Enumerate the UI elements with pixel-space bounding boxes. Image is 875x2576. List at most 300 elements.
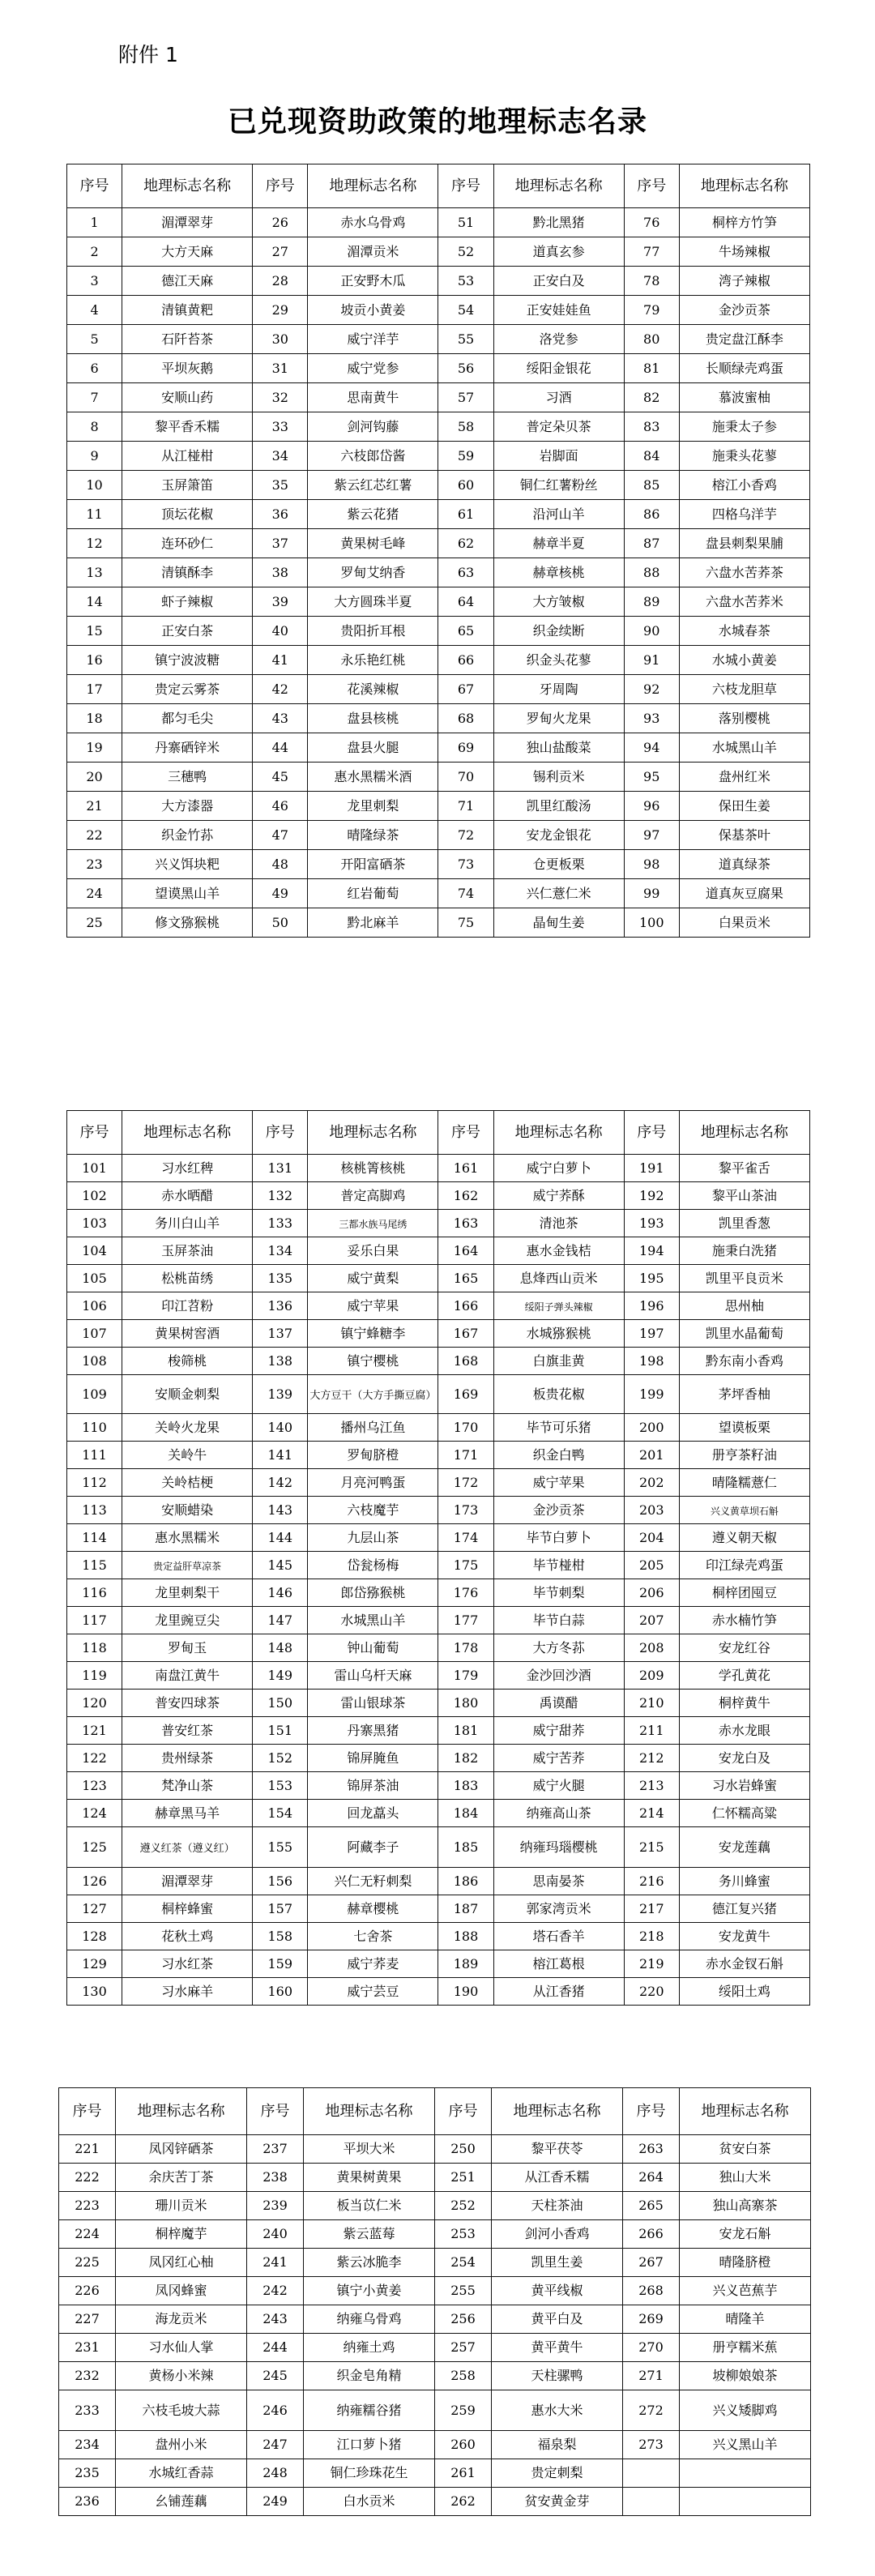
entry-name: 清池茶 bbox=[493, 1210, 624, 1237]
entry-number: 13 bbox=[67, 558, 122, 587]
entry-number: 271 bbox=[623, 2362, 680, 2390]
entry-name: 都匀毛尖 bbox=[122, 704, 253, 733]
entry-number: 45 bbox=[253, 763, 308, 792]
entry-number: 93 bbox=[624, 704, 679, 733]
header-name: 地理标志名称 bbox=[679, 164, 809, 208]
entry-number: 65 bbox=[438, 617, 493, 646]
table-header-row bbox=[59, 2088, 811, 2135]
entry-name: 塔石香羊 bbox=[493, 1923, 624, 1950]
entry-name: 白旗韭黄 bbox=[493, 1348, 624, 1375]
entry-name: 牛场辣椒 bbox=[679, 237, 809, 267]
table-row bbox=[67, 1634, 810, 1662]
entry-name: 月亮河鸭蛋 bbox=[308, 1469, 438, 1497]
entry-number: 61 bbox=[438, 500, 493, 529]
entry-name: 板贵花椒 bbox=[493, 1375, 624, 1414]
entry-number: 59 bbox=[438, 442, 493, 471]
entry-number: 48 bbox=[253, 850, 308, 879]
entry-number: 255 bbox=[435, 2277, 492, 2305]
entry-name: 白水贡米 bbox=[304, 2488, 435, 2516]
entry-name: 毕节椪柑 bbox=[493, 1552, 624, 1579]
entry-number: 195 bbox=[624, 1265, 679, 1292]
entry-number: 251 bbox=[435, 2164, 492, 2192]
entry-number: 39 bbox=[253, 587, 308, 617]
entry-name: 纳雍乌骨鸡 bbox=[304, 2305, 435, 2334]
entry-number: 263 bbox=[623, 2135, 680, 2164]
entry-number: 248 bbox=[247, 2459, 304, 2488]
entry-number: 232 bbox=[59, 2362, 116, 2390]
entry-name: 桐梓蜂蜜 bbox=[122, 1895, 253, 1923]
entry-name: 册亨茶籽油 bbox=[679, 1442, 809, 1469]
entry-name: 盘县核桃 bbox=[308, 704, 438, 733]
entry-name: 板当苡仁米 bbox=[304, 2192, 435, 2220]
entry-name: 德江天麻 bbox=[122, 267, 253, 296]
entry-name: 镇宁樱桃 bbox=[308, 1348, 438, 1375]
entry-number: 266 bbox=[623, 2220, 680, 2249]
entry-name: 黄果树黄果 bbox=[304, 2164, 435, 2192]
entry-number: 108 bbox=[67, 1348, 122, 1375]
entry-name: 水城黑山羊 bbox=[308, 1607, 438, 1634]
header-name: 地理标志名称 bbox=[492, 2088, 623, 2135]
entry-number: 112 bbox=[67, 1469, 122, 1497]
entry-name: 惠水金钱桔 bbox=[493, 1237, 624, 1265]
entry-name: 天柱茶油 bbox=[492, 2192, 623, 2220]
entry-name: 贵定云雾茶 bbox=[122, 675, 253, 704]
entry-number: 139 bbox=[253, 1375, 308, 1414]
entry-number: 173 bbox=[438, 1497, 493, 1524]
entry-name: 册亨糯米蕉 bbox=[680, 2334, 811, 2362]
entry-number: 42 bbox=[253, 675, 308, 704]
entry-number: 175 bbox=[438, 1552, 493, 1579]
entry-number: 88 bbox=[624, 558, 679, 587]
entry-number: 103 bbox=[67, 1210, 122, 1237]
entry-name: 开阳富硒茶 bbox=[308, 850, 438, 879]
entry-name: 施秉太子参 bbox=[679, 412, 809, 442]
entry-name: 威宁白萝卜 bbox=[493, 1155, 624, 1182]
entry-number: 3 bbox=[67, 267, 122, 296]
header-no: 序号 bbox=[253, 164, 308, 208]
entry-number: 23 bbox=[67, 850, 122, 879]
entry-number: 41 bbox=[253, 646, 308, 675]
entry-number: 43 bbox=[253, 704, 308, 733]
entry-number: 151 bbox=[253, 1717, 308, 1745]
entry-number: 169 bbox=[438, 1375, 493, 1414]
entry-name: 织金竹荪 bbox=[122, 821, 253, 850]
entry-name: 安龙白及 bbox=[679, 1745, 809, 1772]
header-no: 序号 bbox=[623, 2088, 680, 2135]
entry-number: 194 bbox=[624, 1237, 679, 1265]
table-row bbox=[67, 471, 810, 500]
entry-number: 24 bbox=[67, 879, 122, 908]
table-row bbox=[67, 1237, 810, 1265]
entry-number: 172 bbox=[438, 1469, 493, 1497]
table-row bbox=[67, 1923, 810, 1950]
entry-number: 250 bbox=[435, 2135, 492, 2164]
table-row bbox=[67, 354, 810, 383]
header-no: 序号 bbox=[59, 2088, 116, 2135]
entry-number: 226 bbox=[59, 2277, 116, 2305]
entry-number: 95 bbox=[624, 763, 679, 792]
entry-number: 33 bbox=[253, 412, 308, 442]
entry-name: 水城小黄姜 bbox=[679, 646, 809, 675]
entry-name: 连环砂仁 bbox=[122, 529, 253, 558]
entry-number: 130 bbox=[67, 1978, 122, 2006]
entry-number: 134 bbox=[253, 1237, 308, 1265]
entry-number: 153 bbox=[253, 1772, 308, 1800]
entry-number: 120 bbox=[67, 1690, 122, 1717]
entry-number: 99 bbox=[624, 879, 679, 908]
header-name: 地理标志名称 bbox=[680, 2088, 811, 2135]
table-row bbox=[59, 2362, 811, 2390]
entry-name: 紫云花猪 bbox=[308, 500, 438, 529]
entry-number: 171 bbox=[438, 1442, 493, 1469]
entry-name: 三穗鸭 bbox=[122, 763, 253, 792]
entry-name: 金沙回沙酒 bbox=[493, 1662, 624, 1690]
entry-number: 145 bbox=[253, 1552, 308, 1579]
entry-number: 84 bbox=[624, 442, 679, 471]
entry-number: 252 bbox=[435, 2192, 492, 2220]
table-row bbox=[67, 267, 810, 296]
header-name: 地理标志名称 bbox=[304, 2088, 435, 2135]
entry-number: 86 bbox=[624, 500, 679, 529]
table-row bbox=[67, 1320, 810, 1348]
entry-name: 南盘江黄牛 bbox=[122, 1662, 253, 1690]
entry-name: 普定高脚鸡 bbox=[308, 1182, 438, 1210]
entry-name: 铜仁珍珠花生 bbox=[304, 2459, 435, 2488]
table-row bbox=[59, 2390, 811, 2431]
entry-number: 8 bbox=[67, 412, 122, 442]
entry-number: 4 bbox=[67, 296, 122, 325]
table-row bbox=[67, 1348, 810, 1375]
entry-number: 204 bbox=[624, 1524, 679, 1552]
entry-number: 58 bbox=[438, 412, 493, 442]
entry-number: 136 bbox=[253, 1292, 308, 1320]
table-row bbox=[67, 587, 810, 617]
entry-number: 94 bbox=[624, 733, 679, 763]
entry-name: 习水红稗 bbox=[122, 1155, 253, 1182]
entry-name: 紫云红芯红薯 bbox=[308, 471, 438, 500]
entry-number: 191 bbox=[624, 1155, 679, 1182]
table-row bbox=[67, 1662, 810, 1690]
entry-number: 161 bbox=[438, 1155, 493, 1182]
entry-name: 思州柚 bbox=[679, 1292, 809, 1320]
entry-name: 核桃箐核桃 bbox=[308, 1155, 438, 1182]
entry-number: 220 bbox=[624, 1978, 679, 2006]
entry-name: 兴义黄草坝石斛 bbox=[679, 1497, 809, 1524]
entry-number: 127 bbox=[67, 1895, 122, 1923]
entry-name: 普安四球茶 bbox=[122, 1690, 253, 1717]
table-row bbox=[67, 1375, 810, 1414]
entry-number: 213 bbox=[624, 1772, 679, 1800]
entry-name: 大方漆器 bbox=[122, 792, 253, 821]
entry-name: 钟山葡萄 bbox=[308, 1634, 438, 1662]
table-row bbox=[59, 2459, 811, 2488]
table-row bbox=[67, 1524, 810, 1552]
entry-name: 大方冬荪 bbox=[493, 1634, 624, 1662]
table-row bbox=[67, 1868, 810, 1895]
entry-name: 石阡苔茶 bbox=[122, 325, 253, 354]
table-row bbox=[67, 442, 810, 471]
entry-name: 幺铺莲藕 bbox=[116, 2488, 247, 2516]
entry-name: 玉屏箫笛 bbox=[122, 471, 253, 500]
entry-name: 松桃苗绣 bbox=[122, 1265, 253, 1292]
entry-name: 贵阳折耳根 bbox=[308, 617, 438, 646]
entry-name: 安龙金银花 bbox=[493, 821, 624, 850]
entry-name: 清镇酥李 bbox=[122, 558, 253, 587]
entry-number: 207 bbox=[624, 1607, 679, 1634]
entry-name: 威宁芸豆 bbox=[308, 1978, 438, 2006]
table-row bbox=[67, 1182, 810, 1210]
header-no: 序号 bbox=[253, 1111, 308, 1155]
entry-number: 165 bbox=[438, 1265, 493, 1292]
entry-number: 257 bbox=[435, 2334, 492, 2362]
entry-number: 268 bbox=[623, 2277, 680, 2305]
entry-name: 金沙贡茶 bbox=[493, 1497, 624, 1524]
entry-name: 七舍茶 bbox=[308, 1923, 438, 1950]
entry-name: 赫章樱桃 bbox=[308, 1895, 438, 1923]
entry-name: 威宁苦荞 bbox=[493, 1745, 624, 1772]
entry-number: 180 bbox=[438, 1690, 493, 1717]
entry-name: 桐梓团囤豆 bbox=[679, 1579, 809, 1607]
header-name: 地理标志名称 bbox=[116, 2088, 247, 2135]
entry-name: 罗甸脐橙 bbox=[308, 1442, 438, 1469]
entry-number: 17 bbox=[67, 675, 122, 704]
entry-name: 大方圆珠半夏 bbox=[308, 587, 438, 617]
table-row bbox=[67, 850, 810, 879]
entry-number: 178 bbox=[438, 1634, 493, 1662]
entry-name: 施秉头花蓼 bbox=[679, 442, 809, 471]
entry-name: 正安野木瓜 bbox=[308, 267, 438, 296]
entry-name: 天柱骡鸭 bbox=[492, 2362, 623, 2390]
entry-number: 32 bbox=[253, 383, 308, 412]
entry-name: 六枝龙胆草 bbox=[679, 675, 809, 704]
entry-name: 赫章黑马羊 bbox=[122, 1800, 253, 1827]
header-name: 地理标志名称 bbox=[679, 1111, 809, 1155]
entry-number: 64 bbox=[438, 587, 493, 617]
entry-name: 梵净山茶 bbox=[122, 1772, 253, 1800]
entry-number: 56 bbox=[438, 354, 493, 383]
entry-name: 习水麻羊 bbox=[122, 1978, 253, 2006]
entry-name: 郎岱猕猴桃 bbox=[308, 1579, 438, 1607]
entry-name: 兴义矮脚鸡 bbox=[680, 2390, 811, 2431]
entry-name: 独山高寨茶 bbox=[680, 2192, 811, 2220]
entry-name: 镇宁波波糖 bbox=[122, 646, 253, 675]
entry-number: 142 bbox=[253, 1469, 308, 1497]
entry-name: 雷山银球茶 bbox=[308, 1690, 438, 1717]
entry-name: 毕节刺梨 bbox=[493, 1579, 624, 1607]
entry-number: 270 bbox=[623, 2334, 680, 2362]
entry-number: 70 bbox=[438, 763, 493, 792]
entry-number: 78 bbox=[624, 267, 679, 296]
entry-number: 219 bbox=[624, 1950, 679, 1978]
table-row bbox=[67, 1800, 810, 1827]
entry-name: 织金头花蓼 bbox=[493, 646, 624, 675]
entry-number: 177 bbox=[438, 1607, 493, 1634]
entry-name: 黎平香禾糯 bbox=[122, 412, 253, 442]
entry-name: 织金皂角精 bbox=[304, 2362, 435, 2390]
entry-number: 244 bbox=[247, 2334, 304, 2362]
entry-name: 兴义芭蕉芋 bbox=[680, 2277, 811, 2305]
entry-name: 大方皱椒 bbox=[493, 587, 624, 617]
entry-name: 织金白鸭 bbox=[493, 1442, 624, 1469]
entry-name: 绥阳子弹头辣椒 bbox=[493, 1292, 624, 1320]
page-title: 已兑现资助政策的地理标志名录 bbox=[227, 105, 647, 139]
entry-name: 妥乐白果 bbox=[308, 1237, 438, 1265]
entry-name: 纳雍高山茶 bbox=[493, 1800, 624, 1827]
entry-name: 黄杨小米辣 bbox=[116, 2362, 247, 2390]
entry-number: 96 bbox=[624, 792, 679, 821]
entry-number: 54 bbox=[438, 296, 493, 325]
entry-name: 湄潭贡米 bbox=[308, 237, 438, 267]
header-name: 地理标志名称 bbox=[308, 1111, 438, 1155]
entry-name: 郭家湾贡米 bbox=[493, 1895, 624, 1923]
entry-name: 习酒 bbox=[493, 383, 624, 412]
table-row bbox=[67, 1827, 810, 1868]
entry-number: 217 bbox=[624, 1895, 679, 1923]
entry-name: 遵义朝天椒 bbox=[679, 1524, 809, 1552]
entry-number: 212 bbox=[624, 1745, 679, 1772]
table-row bbox=[67, 208, 810, 237]
entry-name: 永乐艳红桃 bbox=[308, 646, 438, 675]
entry-name: 遵义红茶（遵义红） bbox=[122, 1827, 253, 1868]
entry-number: 132 bbox=[253, 1182, 308, 1210]
entry-name: 威宁洋芋 bbox=[308, 325, 438, 354]
entry-number: 150 bbox=[253, 1690, 308, 1717]
entry-name: 岩脚面 bbox=[493, 442, 624, 471]
entry-number: 168 bbox=[438, 1348, 493, 1375]
entry-name: 晴隆绿茶 bbox=[308, 821, 438, 850]
table-row bbox=[67, 704, 810, 733]
entry-name: 兴仁薏仁米 bbox=[493, 879, 624, 908]
entry-name: 桐梓黄牛 bbox=[679, 1690, 809, 1717]
table-row bbox=[67, 763, 810, 792]
entry-number: 49 bbox=[253, 879, 308, 908]
entry-number: 269 bbox=[623, 2305, 680, 2334]
entry-name: 纳雍糯谷猪 bbox=[304, 2390, 435, 2431]
entry-name: 湾子辣椒 bbox=[679, 267, 809, 296]
entry-number: 205 bbox=[624, 1552, 679, 1579]
table-row bbox=[59, 2277, 811, 2305]
entry-number: 63 bbox=[438, 558, 493, 587]
entry-name: 福泉梨 bbox=[492, 2431, 623, 2459]
header-name: 地理标志名称 bbox=[493, 1111, 624, 1155]
entry-number: 71 bbox=[438, 792, 493, 821]
entry-name: 仓更板栗 bbox=[493, 850, 624, 879]
entry-number: 233 bbox=[59, 2390, 116, 2431]
entry-number: 102 bbox=[67, 1182, 122, 1210]
entry-name: 珊川贡米 bbox=[116, 2192, 247, 2220]
entry-name: 桐梓方竹笋 bbox=[679, 208, 809, 237]
entry-name: 晶甸生姜 bbox=[493, 908, 624, 938]
entry-name: 长顺绿壳鸡蛋 bbox=[679, 354, 809, 383]
entry-name: 安龙红谷 bbox=[679, 1634, 809, 1662]
entry-name: 独山大米 bbox=[680, 2164, 811, 2192]
entry-name: 花溪辣椒 bbox=[308, 675, 438, 704]
table-row bbox=[67, 1895, 810, 1923]
entry-number: 6 bbox=[67, 354, 122, 383]
entry-name: 关岭牛 bbox=[122, 1442, 253, 1469]
entry-number: 22 bbox=[67, 821, 122, 850]
entry-number: 201 bbox=[624, 1442, 679, 1469]
entry-number: 200 bbox=[624, 1414, 679, 1442]
table-row bbox=[67, 733, 810, 763]
entry-name: 岱瓮杨梅 bbox=[308, 1552, 438, 1579]
entry-number: 234 bbox=[59, 2431, 116, 2459]
entry-name: 三都水族马尾绣 bbox=[308, 1210, 438, 1237]
entry-name: 清镇黄粑 bbox=[122, 296, 253, 325]
entry-number: 122 bbox=[67, 1745, 122, 1772]
table-row bbox=[67, 1579, 810, 1607]
entry-name: 落别樱桃 bbox=[679, 704, 809, 733]
entry-number: 75 bbox=[438, 908, 493, 938]
entry-name: 道真绿茶 bbox=[679, 850, 809, 879]
entry-name: 榕江葛根 bbox=[493, 1950, 624, 1978]
entry-name: 凯里平良贡米 bbox=[679, 1265, 809, 1292]
table-row bbox=[59, 2334, 811, 2362]
entry-number: 148 bbox=[253, 1634, 308, 1662]
entry-name: 毕节白蒜 bbox=[493, 1607, 624, 1634]
entry-number: 69 bbox=[438, 733, 493, 763]
entry-number: 260 bbox=[435, 2431, 492, 2459]
table-row bbox=[67, 558, 810, 587]
entry-name: 威宁苹果 bbox=[308, 1292, 438, 1320]
entry-number: 211 bbox=[624, 1717, 679, 1745]
entry-name: 凯里香葱 bbox=[679, 1210, 809, 1237]
entry-name: 龙里刺梨 bbox=[308, 792, 438, 821]
entry-number: 83 bbox=[624, 412, 679, 442]
entry-name: 正安娃娃鱼 bbox=[493, 296, 624, 325]
entry-name: 平坝大米 bbox=[304, 2135, 435, 2164]
entry-number: 98 bbox=[624, 850, 679, 879]
entry-name: 思南黄牛 bbox=[308, 383, 438, 412]
entry-number: 76 bbox=[624, 208, 679, 237]
entry-number: 137 bbox=[253, 1320, 308, 1348]
entry-name: 贵定益肝草凉茶 bbox=[122, 1552, 253, 1579]
table-row bbox=[67, 1265, 810, 1292]
entry-name: 江口萝卜猪 bbox=[304, 2431, 435, 2459]
entry-name: 白果贡米 bbox=[679, 908, 809, 938]
table-row bbox=[67, 529, 810, 558]
table-row bbox=[67, 1497, 810, 1524]
entry-number: 14 bbox=[67, 587, 122, 617]
entry-name: 顶坛花椒 bbox=[122, 500, 253, 529]
entry-number: 218 bbox=[624, 1923, 679, 1950]
entry-name: 务川蜂蜜 bbox=[679, 1868, 809, 1895]
entry-number: 74 bbox=[438, 879, 493, 908]
entry-number: 117 bbox=[67, 1607, 122, 1634]
entry-number: 107 bbox=[67, 1320, 122, 1348]
entry-number: 236 bbox=[59, 2488, 116, 2516]
entry-name: 回龙藠头 bbox=[308, 1800, 438, 1827]
entry-name: 慕波蜜柚 bbox=[679, 383, 809, 412]
entry-name: 丹寨硒锌米 bbox=[122, 733, 253, 763]
entry-name: 龙里豌豆尖 bbox=[122, 1607, 253, 1634]
header-no: 序号 bbox=[435, 2088, 492, 2135]
entry-number: 156 bbox=[253, 1868, 308, 1895]
entry-number: 166 bbox=[438, 1292, 493, 1320]
entry-name: 威宁黄梨 bbox=[308, 1265, 438, 1292]
entry-name: 望谟黑山羊 bbox=[122, 879, 253, 908]
entry-number: 55 bbox=[438, 325, 493, 354]
entry-number: 66 bbox=[438, 646, 493, 675]
table-row bbox=[67, 412, 810, 442]
entry-name: 习水岩蜂蜜 bbox=[679, 1772, 809, 1800]
entry-name: 黔北黑猪 bbox=[493, 208, 624, 237]
entry-number: 67 bbox=[438, 675, 493, 704]
entry-number: 162 bbox=[438, 1182, 493, 1210]
entry-number: 40 bbox=[253, 617, 308, 646]
table-row bbox=[67, 1772, 810, 1800]
entry-number: 29 bbox=[253, 296, 308, 325]
